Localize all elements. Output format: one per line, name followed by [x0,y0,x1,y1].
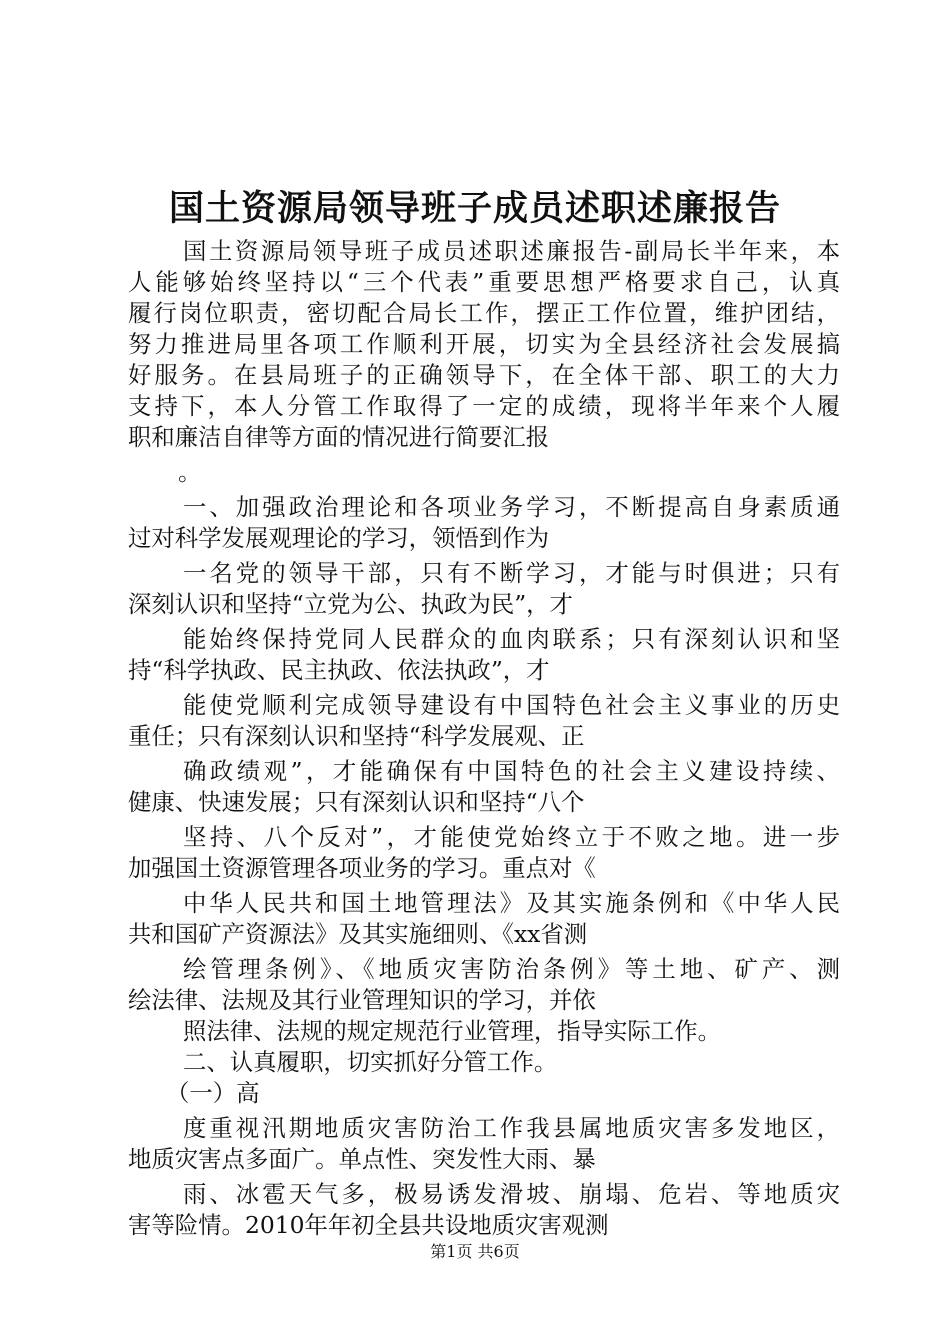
text-line: 地质灾害点多面广。单点性、突发性大雨、暴 [128,1145,596,1173]
paragraph-s5 [128,756,840,818]
text-line: 努力推进局里各项工作顺利开展，切实为全县经济社会发展搞 [128,330,840,358]
paragraph-s4 [128,690,840,752]
text-line: 重任；只有深刻认识和坚持“科学发展观、正 [128,722,585,750]
paragraph-s6 [128,822,840,884]
text-line: 能始终保持党同人民群众的血肉联系；只有深刻认识和坚 [183,625,840,653]
text-line: 绘法律、法规及其行业管理知识的学习，并依 [128,986,596,1014]
text-line: 支持下，本人分管工作取得了一定的成绩，现将半年来个人履 [128,392,840,420]
text-line: 度重视汛期地质灾害防治工作我县属地质灾害多发地区， [183,1114,840,1142]
page-footer: 第1页 共6页 [430,1242,520,1261]
text-line: 照法律、法规的规定规范行业管理，指导实际工作。 [183,1017,721,1045]
text-line: 一、加强政治理论和各项业务学习，不断提高自身素质通 [183,493,840,521]
text-line: 国土资源局领导班子成员述职述廉报告-副局长半年来，本 [183,237,840,265]
text-line: 履行岗位职责，密切配合局长工作，摆正工作位置，维护团结， [128,299,840,327]
text-line: 绘管理条例》、《地质灾害防治条例》等土地、矿产、测 [183,955,840,983]
text-line: 中华人民共和国土地管理法》及其实施条例和《中华人民 [183,889,840,917]
text-line: 加强国土资源管理各项业务的学习。重点对《 [128,854,596,882]
text-line: 坚持、八个反对”，才能使党始终立于不败之地。进一步 [183,823,840,851]
text-line: 能使党顺利完成领导建设有中国特色社会主义事业的历史 [183,691,840,719]
paragraph-s13 [128,1179,840,1241]
text-line: 害等险情。2010年年初全县共设地质灾害观测 [128,1211,609,1239]
text-line: 。 [178,458,202,486]
text-line: 雨、冰雹天气多，极易诱发滑坡、崩塌、危岩、等地质灾 [183,1180,840,1208]
paragraph-s1 [128,492,840,554]
paragraph-s3 [128,624,840,686]
paragraph-s12 [128,1113,840,1175]
text-line: 共和国矿产资源法》及其实施细则、《xx省测 [128,920,588,948]
text-line: 好服务。在县局班子的正确领导下，在全体干部、职工的大力 [128,361,840,389]
section-heading: 二、认真履职，切实抓好分管工作。 [183,1048,558,1076]
text-line: 持“科学执政、民主执政、依法执政”，才 [128,656,550,684]
document-title: 国土资源局领导班子成员述职述廉报告 [168,188,781,229]
text-line: 深刻认识和坚持“立党为公、执政为民”，才 [128,590,573,618]
paragraph-s7 [128,888,840,950]
text-line: 一名党的领导干部，只有不断学习，才能与时俱进；只有 [183,559,840,587]
text-line: 人能够始终坚持以“三个代表”重要思想严格要求自己，认真 [128,268,840,296]
text-line: 健康、快速发展；只有深刻认识和坚持“八个 [128,788,585,816]
document-body [128,236,840,1241]
subsection-heading: （一）高 [166,1079,260,1107]
text-line: 过对科学发展观理论的学习，领悟到作为 [128,524,550,552]
paragraph-intro [128,236,840,453]
text-line: 确政绩观”，才能确保有中国特色的社会主义建设持续、 [183,757,840,785]
text-line: 职和廉洁自律等方面的情况进行简要汇报 [128,423,550,451]
paragraph-s8 [128,954,840,1016]
paragraph-s2 [128,558,840,620]
